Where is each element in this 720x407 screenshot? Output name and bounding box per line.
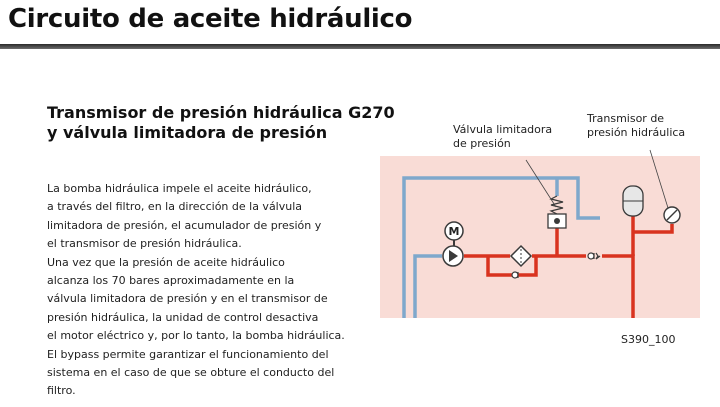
body-line: alcanza los 70 bares aproximadamente en la <box>47 274 295 288</box>
section-heading-line: Transmisor de presión hidráulica G270 <box>47 103 395 122</box>
body-line: el transmisor de presión hidráulica. <box>47 237 242 251</box>
body-line: limitadora de presión, el acumulador de presión y <box>47 218 322 232</box>
pressure-accumulator-icon <box>623 186 643 216</box>
body-line: válvula limitadora de presión y en el transmisor de <box>47 292 328 306</box>
body-line: El bypass permite garantizar el funcionamiento del <box>47 347 329 361</box>
diagram-panel <box>380 156 700 318</box>
section-heading-line: y válvula limitadora de presión <box>47 123 328 142</box>
transmitter-label: Transmisor de presión hidráulica <box>587 112 686 139</box>
body-line: el motor eléctrico y, por lo tanto, la bomba hidráulica. <box>47 329 345 343</box>
pressure-transmitter-icon <box>664 207 680 223</box>
body-line: sistema en el caso de que se obture el conducto del <box>47 366 335 380</box>
body-line: presión hidráulica, la unidad de control desactiva <box>47 310 319 324</box>
valve-label: Válvula limitadora de presión <box>453 123 553 150</box>
body-line: filtro. <box>47 384 76 398</box>
motor-label: M <box>448 225 460 238</box>
body-line: La bomba hidráulica impele el aceite hidráulico, <box>47 182 312 195</box>
body-line: Una vez que la presión de aceite hidráulico <box>47 255 285 269</box>
check-valve-bypass-icon <box>512 272 518 278</box>
figure-code: S390_100 <box>621 333 676 346</box>
body-line: a través del filtro, en la dirección de la válvula <box>47 200 303 214</box>
page-title: Circuito de aceite hidráulico <box>8 4 413 34</box>
